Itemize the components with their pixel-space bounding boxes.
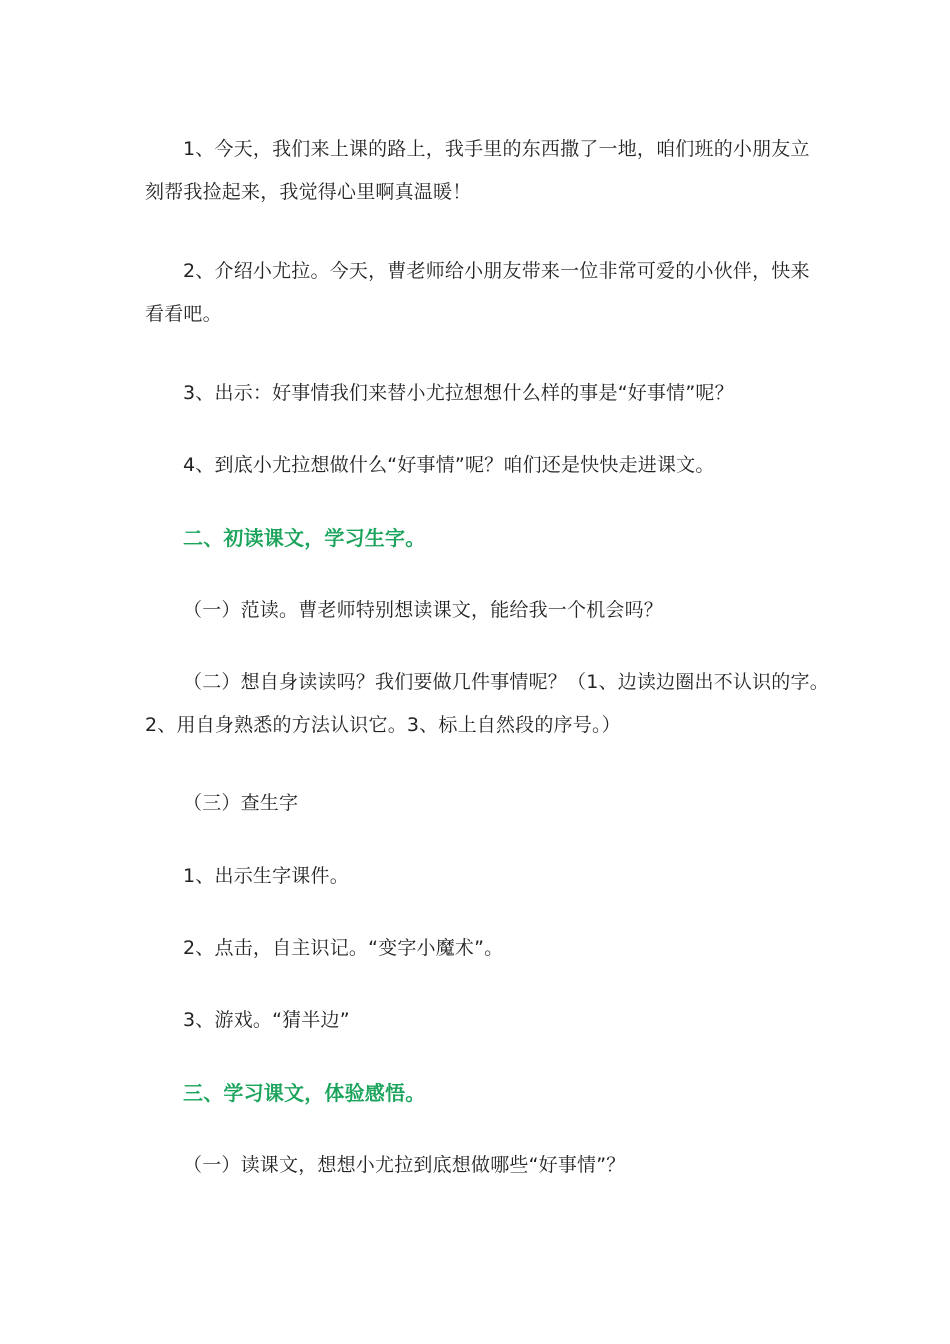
section-heading-2: 二、初读课文，学习生字。: [183, 526, 426, 550]
paragraph-read-text: （一）读课文，想想小尤拉到底想做哪些“好事情”？: [183, 1154, 626, 1176]
paragraph-step-2: 2、点击，自主识记。“变字小魔术”。: [183, 937, 504, 959]
paragraph-step-1: 1、出示生字课件。: [183, 865, 349, 887]
section-heading-3: 三、学习课文，体验感悟。: [183, 1081, 426, 1105]
paragraph-3: 3、出示：好事情我们来替小尤拉想想什么样的事是“好事情”呢？: [183, 382, 734, 404]
paragraph-1: 1、今天，我们来上课的路上，我手里的东西撒了一地，咱们班的小朋友立刻帮我捡起来，我觉得心里啊真温暖！: [145, 138, 810, 203]
paragraph-self-reading: （二）想自身读读吗？我们要做几件事情呢？（1、边读边圈出不认识的字。2、用自身熟悉的方法认识它。3、标上自然段的序号。）: [145, 671, 829, 736]
paragraph-check-characters: （三）查生字: [183, 792, 299, 814]
paragraph-step-3: 3、游戏。“猜半边”: [183, 1009, 350, 1031]
paragraph-reading-demo: （一）范读。曹老师特别想读课文，能给我一个机会吗？: [183, 599, 664, 621]
paragraph-4: 4、到底小尤拉想做什么“好事情”呢？咱们还是快快走进课文。: [183, 454, 715, 476]
paragraph-2: 2、介绍小尤拉。今天，曹老师给小朋友带来一位非常可爱的小伙伴，快来看看吧。: [145, 260, 810, 325]
